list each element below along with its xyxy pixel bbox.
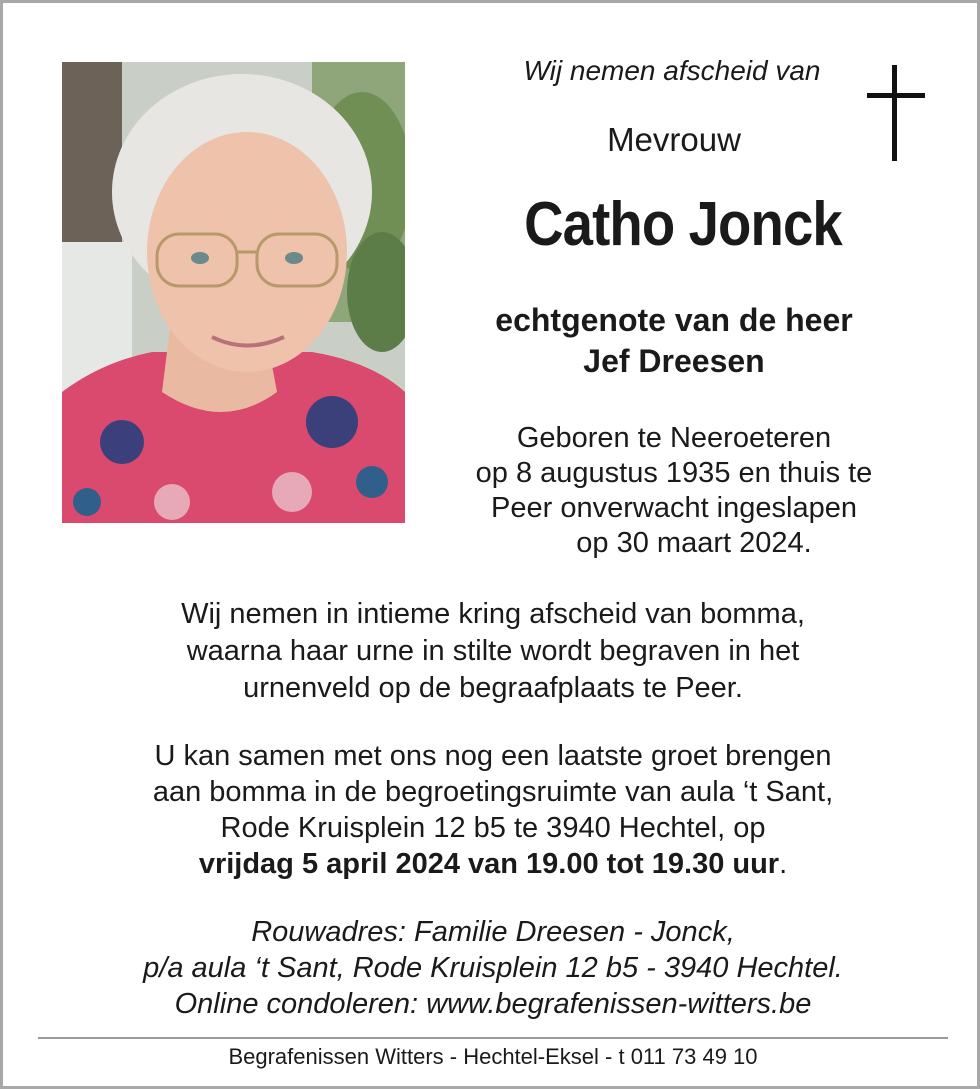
birth-line: op 8 augustus 1935 en thuis te xyxy=(475,457,873,489)
footer-funeral-home: Begrafenissen Witters - Hechtel-Eksel - t 011 73 49 10 xyxy=(228,1044,758,1069)
spouse-line: echtgenote van de heer xyxy=(495,302,853,338)
divider xyxy=(38,1037,948,1039)
visit-date-line xyxy=(43,846,943,882)
contact-line: p/a aula ‘t Sant, Rode Kruisplein 12 b5 - 3940 Hechtel. xyxy=(143,952,843,984)
ceremony-paragraph xyxy=(43,596,943,707)
portrait-photo xyxy=(62,62,405,523)
visit-line: U kan samen met ons nog een laatste groet brengen xyxy=(154,740,832,772)
birth-line: Geboren te Neeroeteren xyxy=(516,422,832,454)
ceremony-line: Wij nemen in intieme kring afscheid van bomma, xyxy=(181,598,805,630)
ceremony-line: waarna haar urne in stilte wordt begraven in het xyxy=(186,635,800,667)
honorific: Mevrouw xyxy=(607,121,741,158)
deceased-name: Catho Jonck xyxy=(524,190,842,259)
ceremony-line: urnenveld op de begraafplaats te Peer. xyxy=(243,672,743,704)
contact-line: Online condoleren: www.begrafenissen-witters.be xyxy=(174,988,812,1020)
visit-line: aan bomma in de begroetingsruimte van aula ‘t Sant, xyxy=(152,776,834,808)
visit-end: . xyxy=(779,848,788,880)
visit-line: Rode Kruisplein 12 b5 te 3940 Hechtel, op xyxy=(220,812,766,844)
visit-date: vrijdag 5 april 2024 van 19.00 tot 19.30 uur xyxy=(198,848,780,880)
contact-line: Rouwadres: Familie Dreesen - Jonck, xyxy=(251,916,735,948)
birth-line: Peer onverwacht ingeslapen xyxy=(491,492,857,524)
spouse-line: Jef Dreesen xyxy=(583,343,765,379)
contact-paragraph xyxy=(43,914,943,1022)
spouse-info xyxy=(433,300,915,382)
visit-paragraph xyxy=(43,738,943,882)
intro-text: Wij nemen afscheid van xyxy=(523,55,821,86)
birth-death-info xyxy=(433,421,915,561)
birth-line: op 30 maart 2024. xyxy=(576,527,812,559)
